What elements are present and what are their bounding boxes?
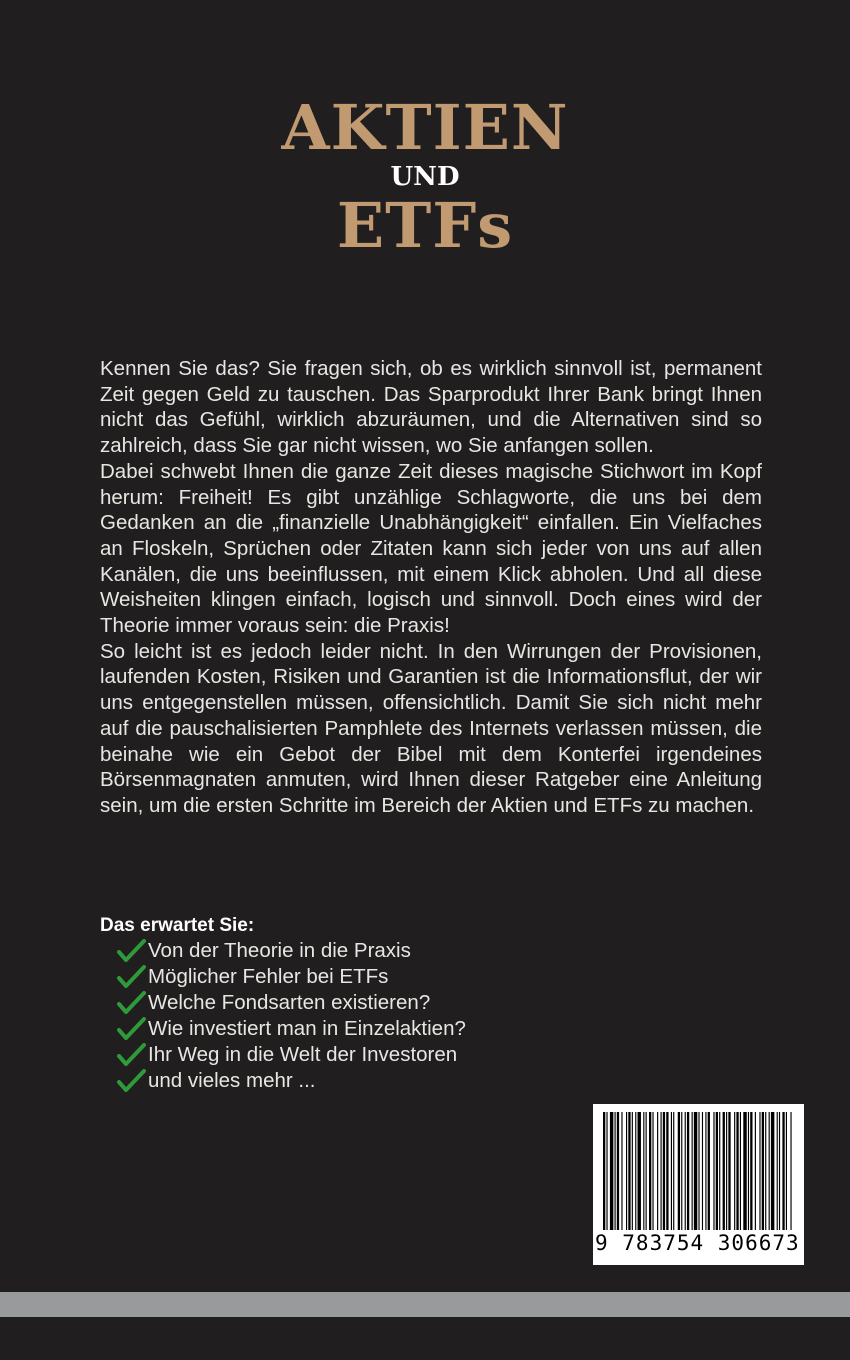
- feature-item: [116, 1042, 466, 1068]
- blurb-paragraph-2: Dabei schwebt Ihnen die ganze Zeit dieses magische Stichwort im Kopf herum: Freiheit! Es gibt unzählige Schlagworte, die uns bei dem Gedanken an die „finanzielle Unabhängigkeit“ einfallen. Ein Vielfaches an Floskeln, Sprüchen oder Zitaten kann sich jeder von uns auf allen Kanälen, die uns beeinflussen, mit einem Klick abholen. Und all diese Weisheiten klingen einfach, logisch und sinnvoll. Doch eines wird der Theorie immer voraus sein: die Praxis!: [100, 459, 762, 638]
- green-checkmark-icon: [116, 1069, 146, 1093]
- feature-item: [116, 964, 466, 990]
- blurb-paragraph-1: Kennen Sie das? Sie fragen sich, ob es wirklich sinnvoll ist, permanent Zeit gegen Geld zu tauschen. Das Sparprodukt Ihrer Bank bringt Ihnen nicht das Gefühl, wirklich abzuräumen, und die Alternativen sind so zahlreich, dass Sie gar nicht wissen, wo Sie anfangen sollen.: [100, 357, 762, 458]
- feature-label: Ihr Weg in die Welt der Investoren: [148, 1043, 458, 1066]
- features-list: [116, 938, 466, 1094]
- isbn-barcode: [593, 1104, 804, 1265]
- green-checkmark-icon: [116, 1017, 146, 1041]
- feature-item: [116, 1068, 466, 1094]
- feature-item: [116, 990, 466, 1016]
- barcode-bars: [603, 1112, 794, 1230]
- green-checkmark-icon: [116, 1043, 146, 1067]
- title-und: UND: [390, 162, 460, 192]
- title-aktien: AKTIEN: [281, 91, 569, 164]
- feature-item: [116, 1016, 466, 1042]
- feature-label: Welche Fondsarten existieren?: [148, 991, 431, 1014]
- green-checkmark-icon: [116, 939, 146, 963]
- blurb-paragraph-3: So leicht ist es jedoch leider nicht. In den Wirrungen der Provisionen, laufenden Kosten, Risiken und Garantien ist die Informationsflut, der wir uns entgegenstellen müssen, offensichtlich. Damit Sie sich nicht mehr auf die pauschalisierten Pamphlete des Internets verlassen müssen, die beinahe wie ein Gebot der Bibel mit dem Konterfei irgendeines Börsenmagnaten anmuten, wird Ihnen dieser Ratgeber eine Anleitung sein, um die ersten Schritte im Bereich der Aktien und ETFs zu machen.: [100, 639, 762, 817]
- isbn-digits: 9 783754 306673: [595, 1231, 800, 1255]
- green-checkmark-icon: [116, 991, 146, 1015]
- title-block: [0, 91, 850, 262]
- bottom-stripe: [0, 1292, 850, 1317]
- title-etfs: ETFs: [336, 189, 514, 262]
- feature-label: Möglicher Fehler bei ETFs: [148, 965, 389, 988]
- features-heading: Das erwartet Sie:: [100, 915, 255, 936]
- blurb-text: [100, 356, 762, 819]
- feature-label: Von der Theorie in die Praxis: [148, 939, 411, 962]
- green-checkmark-icon: [116, 965, 146, 989]
- feature-item: [116, 938, 466, 964]
- feature-label: Wie investiert man in Einzelaktien?: [148, 1017, 466, 1040]
- feature-label: und vieles mehr ...: [148, 1069, 316, 1092]
